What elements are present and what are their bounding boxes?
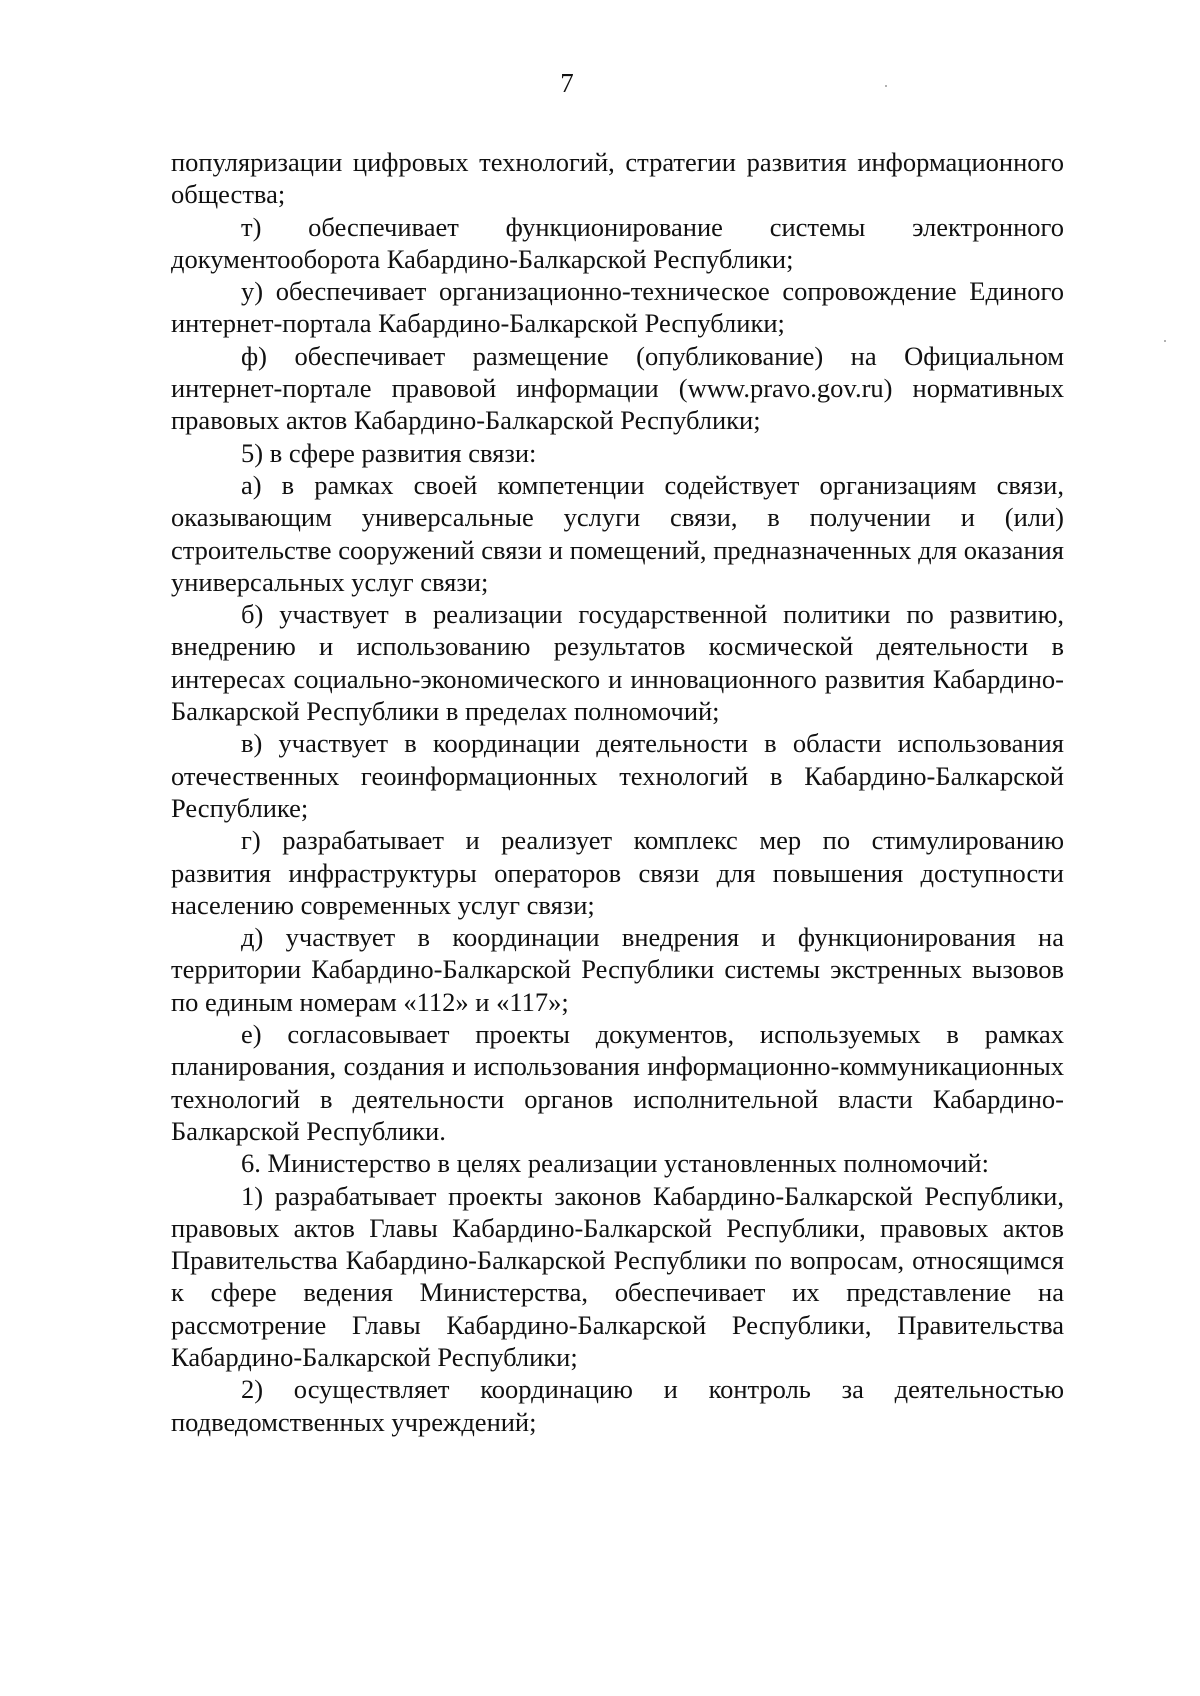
scan-speck [1164, 340, 1166, 342]
paragraph: 1) разрабатывает проекты законов Кабардино-Балкарской Республики, правовых актов Главы Кабардино-Балкарской Республики, правовых актов Правительства Кабардино-Балкарской Республики по вопросам, относящимся к сфере ведения Министерства, обеспечивает их представление на рассмотрение Главы Кабардино-Балкарской Республики, Правительства Кабардино-Балкарской Республики; [171, 1180, 1064, 1372]
paragraph: а) в рамках своей компетенции содействует организациям связи, оказывающим универсальные услуги связи, в получении и (или) строительстве сооружений связи и помещений, предназначенных для оказания универсальных услуг связи; [171, 469, 1064, 597]
paragraph: д) участвует в координации внедрения и функционирования на территории Кабардино-Балкарской Республики системы экстренных вызовов по единым номерам «112» и «117»; [171, 922, 1064, 1017]
paragraph: ф) обеспечивает размещение (опубликование) на Официальном интернет-портале правовой информации (www.pravo.gov.ru) нормативных правовых актов Кабардино-Балкарской Республики; [171, 340, 1064, 436]
paragraph: в) участвует в координации деятельности в области использования отечественных геоинформационных технологий в Кабардино-Балкарской Республике; [171, 728, 1064, 823]
paragraph: 2) осуществляет координацию и контроль за деятельностью подведомственных учреждений; [171, 1374, 1064, 1437]
paragraph: у) обеспечивает организационно-техническое сопровождение Единого интернет-портала Кабардино-Балкарской Республики; [171, 276, 1064, 339]
paragraph: популяризации цифровых технологий, стратегии развития информационного общества; [171, 147, 1064, 210]
paragraph: е) согласовывает проекты документов, используемых в рамках планирования, создания и использования информационно-коммуникационных технологий в деятельности органов исполнительной власти Кабардино-Балкарской Республики. [171, 1019, 1064, 1146]
paragraph: т) обеспечивает функционирование системы электронного документооборота Кабардино-Балкарской Республики; [171, 211, 1064, 274]
document-body [171, 146, 1064, 1438]
paragraph: б) участвует в реализации государственной политики по развитию, внедрению и использованию результатов космической деятельности в интересах социально-экономического и инновационного развития Кабардино-Балкарской Республики в пределах полномочий; [171, 599, 1064, 727]
scan-speck [885, 85, 887, 87]
section-heading: 5) в сфере развития связи: [241, 437, 537, 468]
page-number: 7 [560, 68, 574, 98]
paragraph: г) разрабатывает и реализует комплекс мер по стимулированию развития инфраструктуры операторов связи для повышения доступности населению современных услуг связи; [171, 825, 1064, 920]
section-heading: 6. Министерство в целях реализации установленных полномочий: [241, 1148, 989, 1179]
